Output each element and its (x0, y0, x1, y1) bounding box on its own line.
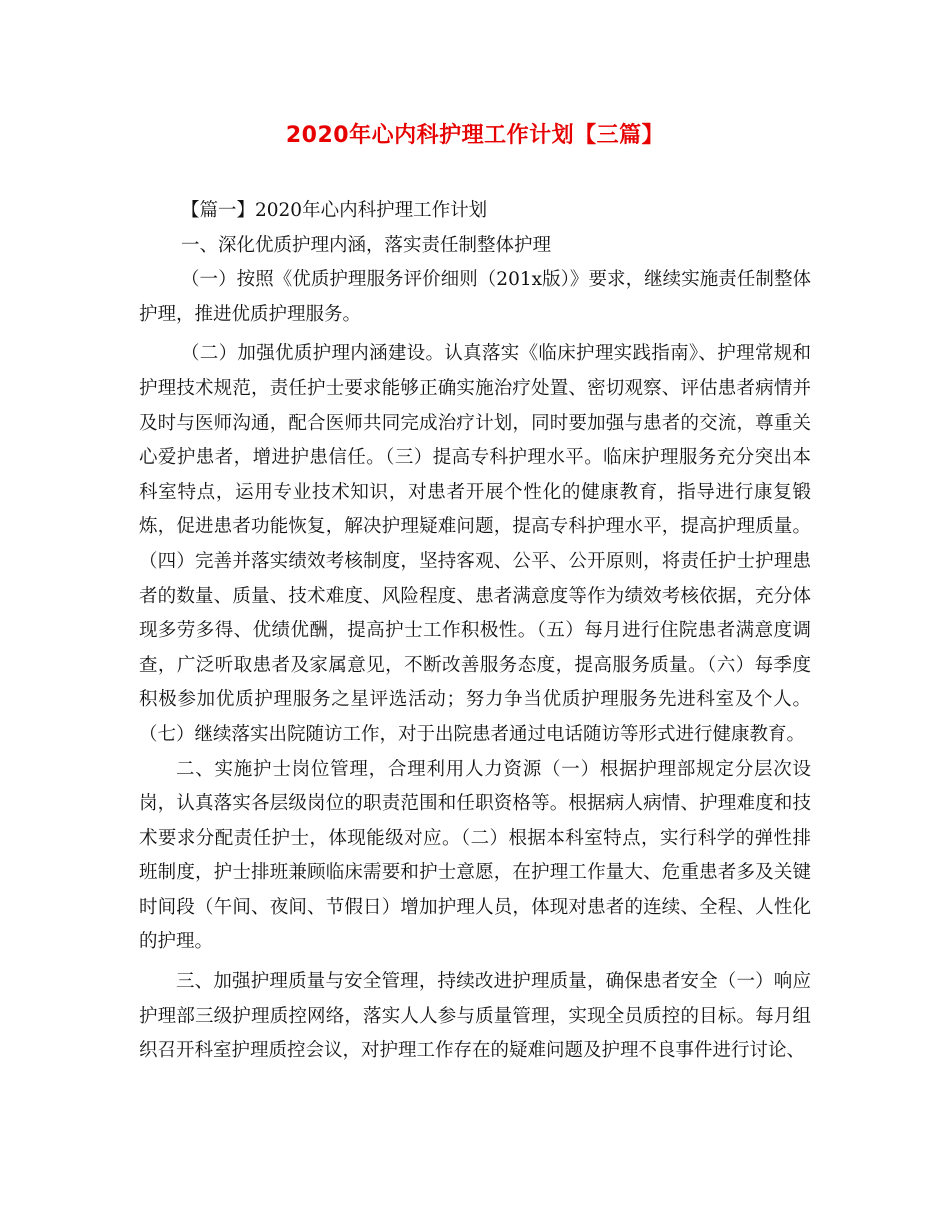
paragraph-section-2: 二、实施护士岗位管理，合理利用人力资源（一）根据护理部规定分层次设岗，认真落实各层级岗位的职责范围和任职资格等。根据病人病情、护理难度和技术要求分配责任护士，体现能级对应。（二）根据本科室特点，实行科学的弹性排班制度，护士排班兼顾临床需要和护士意愿，在护理工作量大、危重患者多及关键时间段（午间、夜间、节假日）增加护理人员，体现对患者的连续、全程、人性化的护理。 (139, 758, 811, 953)
document-title: 2020年心内科护理工作计划【三篇】 (285, 123, 665, 148)
paragraph-1-2: （二）加强优质护理内涵建设。认真落实《临床护理实践指南》、护理常规和护理技术规范，责任护士要求能够正确实施治疗处置、密切观察、评估患者病情并及时与医师沟通，配合医师共同完成治疗计划，同时要加强与患者的交流，尊重关心爱护患者，增进护患信任。（三）提高专科护理水平。临床护理服务充分突出本科室特点，运用专业技术知识，对患者开展个性化的健康教育，指导进行康复锻炼，促进患者功能恢复，解决护理疑难问题，提高专科护理水平，提高护理质量。（四）完善并落实绩效考核制度，坚持客观、公平、公开原则，将责任护士护理患者的数量、质量、技术难度、风险程度、患者满意度等作为绩效考核依据，充分体现多劳多得、优绩优酬，提高护士工作积极性。（五）每月进行住院患者满意度调查，广泛听取患者及家属意见，不断改善服务态度，提高服务质量。（六）每季度积极参加优质护理服务之星评选活动；努力争当优质护理服务先进科室及个人。（七）继续落实出院随访工作，对于出院患者通过电话随访等形式进行健康教育。 (139, 343, 811, 745)
section-heading-part-one: 【篇一】2020年心内科护理工作计划 (181, 200, 488, 221)
paragraph-section-3: 三、加强护理质量与安全管理，持续改进护理质量，确保患者安全（一）响应护理部三级护理质控网络，落实人人参与质量管理，实现全员质控的目标。每月组织召开科室护理质控会议，对护理工作存在的疑难问题及护理不良事件进行讨论、 (139, 971, 811, 1062)
section-heading-1: 一、深化优质护理内涵，落实责任制整体护理 (181, 234, 552, 256)
document-body (139, 194, 811, 1069)
paragraph-1-1: （一）按照《优质护理服务评价细则（201x版）》要求，继续实施责任制整体护理，推进优质护理服务。 (139, 269, 811, 325)
